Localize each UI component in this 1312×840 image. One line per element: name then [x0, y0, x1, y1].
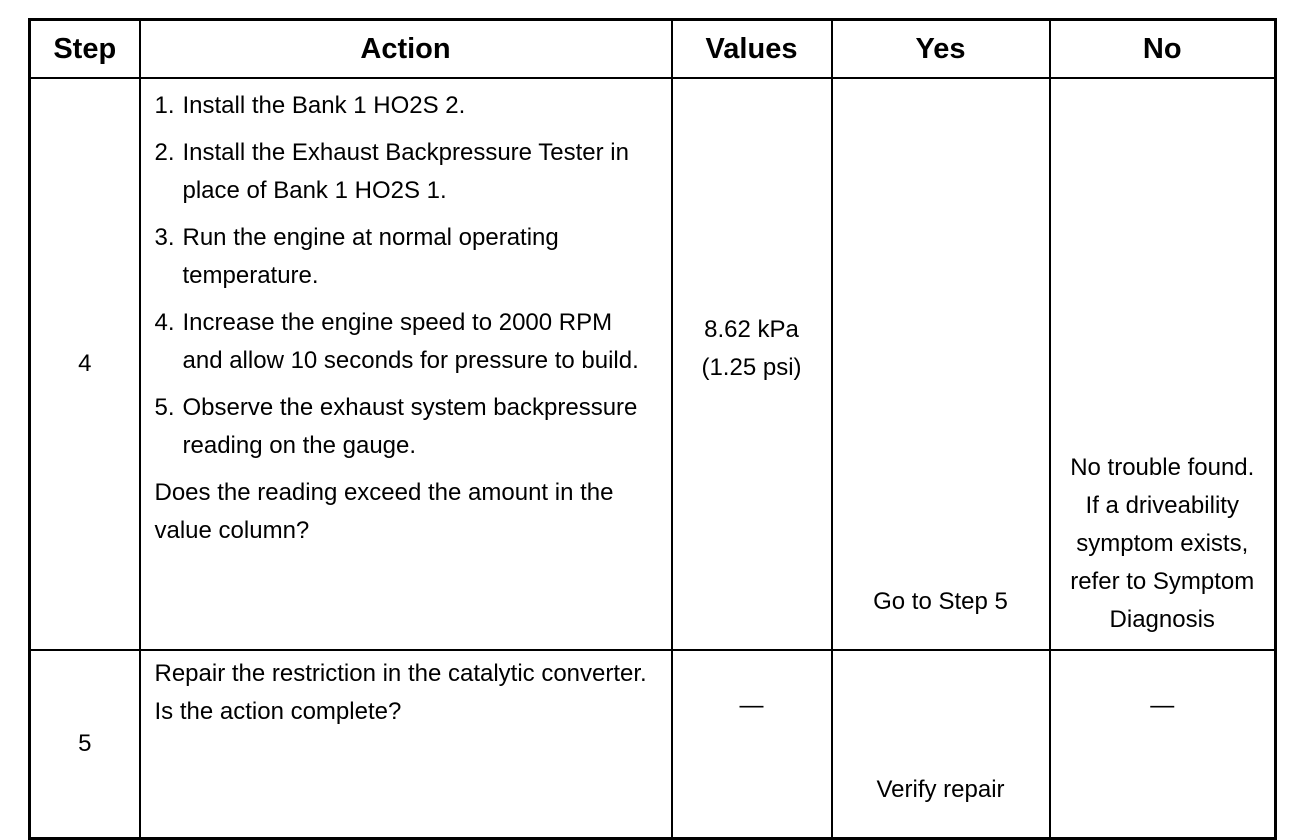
value-psi: (1.25 psi): [701, 354, 802, 381]
action-text: Install the Bank 1 HO2S 2.: [182, 92, 466, 119]
action-text: Increase the engine speed to 2000 RPM and allow 10 seconds for pressure to build.: [182, 309, 639, 374]
table-row-step-4: [30, 78, 1276, 650]
header-no: No: [1050, 20, 1276, 79]
header-step: Step: [30, 20, 140, 79]
values-cell: —: [672, 650, 832, 839]
action-text: Run the engine at normal operating temperature.: [182, 224, 559, 289]
action-item: [155, 87, 657, 125]
action-question: Is the action complete?: [154, 698, 402, 725]
action-question: Does the reading exceed the amount in the value column?: [154, 479, 614, 544]
no-cell: [1050, 78, 1276, 650]
action-number: 5.: [154, 394, 175, 421]
yes-cell: Go to Step 5: [832, 78, 1050, 650]
action-cell: [140, 78, 672, 650]
action-number: 3.: [154, 224, 175, 251]
action-item: [155, 304, 657, 380]
action-number: 2.: [154, 139, 175, 166]
no-text: No trouble found. If a driveability symptom exists, refer to Symptom Diagnosis: [1070, 454, 1255, 633]
action-item: [155, 134, 657, 210]
table-row-step-5: [30, 650, 1276, 839]
action-cell: [140, 650, 672, 839]
step-number: 5: [30, 650, 140, 839]
action-text: Repair the restriction in the catalytic converter.: [154, 660, 647, 687]
header-row: [30, 20, 1276, 79]
diagnostic-table: [28, 18, 1277, 840]
action-number: 1.: [154, 92, 175, 119]
no-cell: —: [1050, 650, 1276, 839]
action-text: Install the Exhaust Backpressure Tester in place of Bank 1 HO2S 1.: [182, 139, 629, 204]
header-values: Values: [672, 20, 832, 79]
value-kpa: 8.62 kPa: [704, 316, 799, 343]
action-number: 4.: [154, 309, 175, 336]
step-number: 4: [30, 78, 140, 650]
header-action: Action: [140, 20, 672, 79]
values-cell: [672, 78, 832, 650]
action-text: Observe the exhaust system backpressure reading on the gauge.: [182, 394, 638, 459]
action-list: [155, 87, 657, 465]
action-item: [155, 219, 657, 295]
action-item: [155, 389, 657, 465]
yes-cell: Verify repair: [832, 650, 1050, 839]
header-yes: Yes: [832, 20, 1050, 79]
